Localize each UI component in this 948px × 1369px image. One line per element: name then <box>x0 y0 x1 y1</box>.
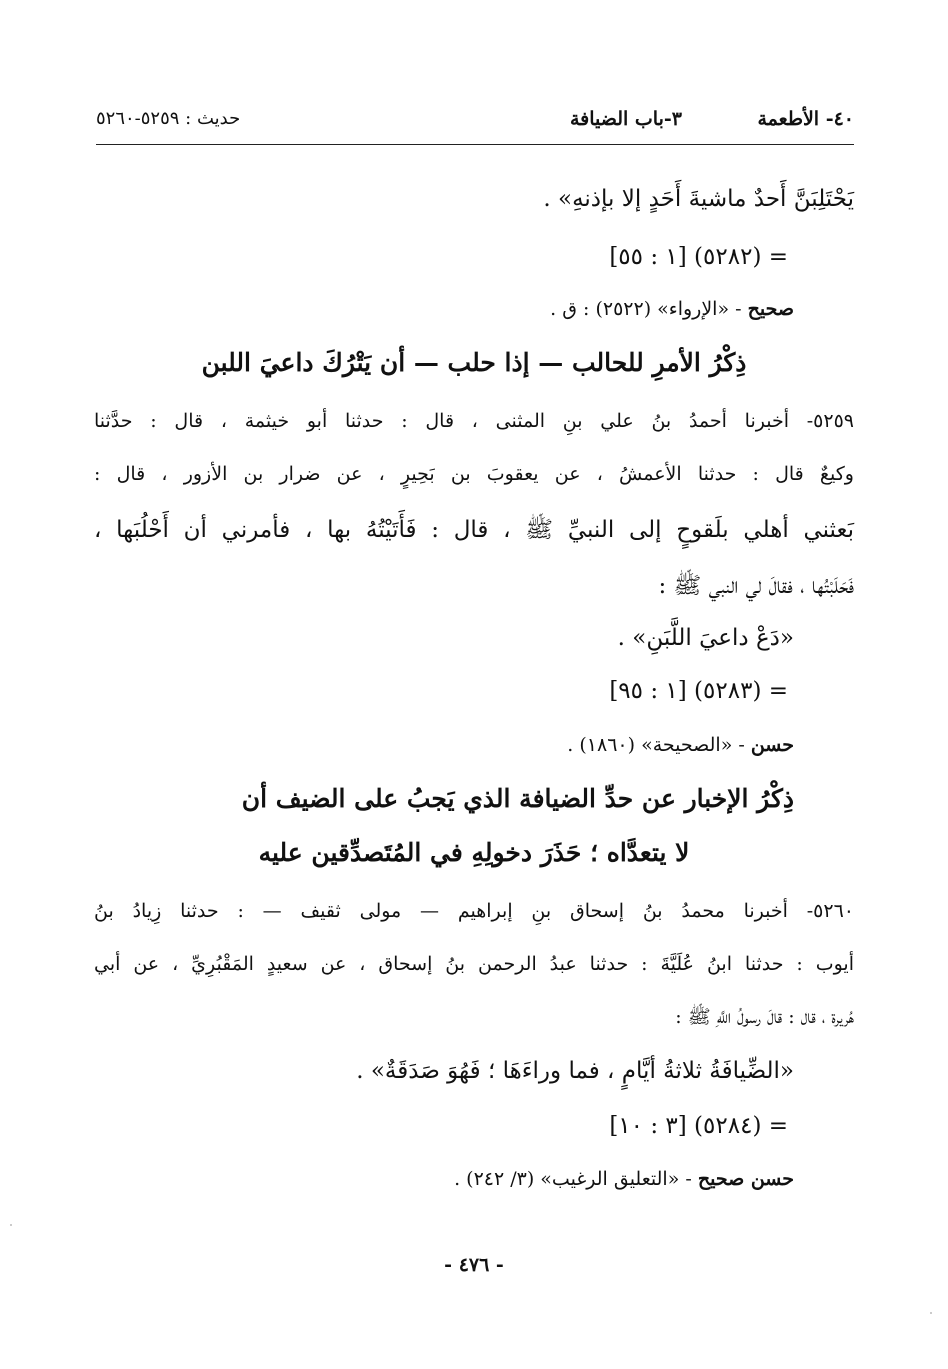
grade-label: حسن <box>750 734 794 756</box>
grade-source: - «الصحيحة» (١٨٦٠) . <box>567 734 751 756</box>
grade-label: حسن صحيح <box>697 1168 794 1190</box>
hadith-5259-line-3: بَعثني أهلي بلَقوحٍ إلى النبيِّ ﷺ ، قال : فَأَتَيْتُهُ بها ، فأمرني أن أَحْلُبَها ، <box>94 517 854 543</box>
grading-line-3 <box>454 1168 794 1190</box>
grade-source: - «التعليق الرغيب» (٣/ ٢٤٢) . <box>454 1168 698 1190</box>
scan-speck <box>10 1224 12 1226</box>
page-number: - ٤٧٦ - <box>444 1254 504 1276</box>
chapter-heading-2-line-1: ذِكْرُ الإخبار عن حدِّ الضيافة الذي يَجبُ على الضيف أن <box>241 784 794 813</box>
hadith-range: حديث : ٥٢٥٩-٥٢٦٠ <box>96 108 241 129</box>
hadith-5259-line-4: فَحَلَبْتُها ، فقالَ لي النبي ﷺ : <box>658 573 854 599</box>
hadith-5260-line-2: أيوب : حدثنا ابنُ عُلَيَّةَ : حدثنا عبدُ الرحمن بنُ إسحاق ، عن سعيدٍ المَقْبُرِيِّ ، عن أبي <box>94 953 854 975</box>
hadith-5260-line-3: هُريرة ، قال : قالَ رسولُ اللَّهِ ﷺ : <box>675 1006 854 1028</box>
section-title: ٣-باب الضيافة <box>569 108 682 130</box>
chapter-heading-1: ذِكْرُ الأمرِ للحالب — إذا حلب — أن يَتْرُكَ داعيَ اللبن <box>201 348 747 377</box>
reference-line-2: = (٥٢٨٣) [١ : ٩٥] <box>609 678 788 704</box>
scan-speck <box>930 1312 932 1314</box>
grade-label: صحيح <box>747 298 794 320</box>
chapter-heading-2-line-2: لا يتعدَّاه ؛ حَذَرَ دخولِهِ في المُتَصدِّقين عليه <box>258 838 690 867</box>
grade-source: - «الإرواء» (٢٥٢٢) : ق . <box>550 298 748 320</box>
hadith-5259-matn: «دَعْ داعيَ اللَّبَنِ» . <box>617 625 794 651</box>
grading-line-1 <box>550 298 794 320</box>
grading-line-2 <box>567 734 794 756</box>
hadith-5260-matn: «الضِّيافَةُ ثلاثةُ أيَّامٍ ، فما وراءَهَا ؛ فَهُوَ صَدَقَةٌ» . <box>356 1058 794 1084</box>
running-header <box>96 104 854 145</box>
reference-line-3: = (٥٢٨٤) [٣ : ١٠] <box>609 1113 788 1139</box>
hadith-5259-line-1: ٥٢٥٩- أخبرنا أحمدُ بنُ علي بنِ المثنى ، قال : حدثنا أبو خيثمة ، قال : حدَّثنا <box>94 410 854 432</box>
chapter-title: ٤٠- الأطعمة <box>757 108 854 130</box>
hadith-5260-line-1: ٥٢٦٠- أخبرنا محمدُ بنُ إسحاق بنِ إبراهيم — مولى ثقيف — : حدثنا زِيادُ بنُ <box>94 900 854 922</box>
reference-line-1: = (٥٢٨٢) [١ : ٥٥] <box>609 244 788 270</box>
hadith-5259-line-2: وكيعٌ قال : حدثنا الأعمشُ ، عن يعقوبَ بن بَحِيرٍ ، عن ضرار بن الأزور ، قال : <box>94 463 854 485</box>
text-line-1: يَحْتَلِبَنَّ أَحدٌ ماشيةَ أَحَدٍ إلا بإذنهِ» . <box>543 186 854 212</box>
